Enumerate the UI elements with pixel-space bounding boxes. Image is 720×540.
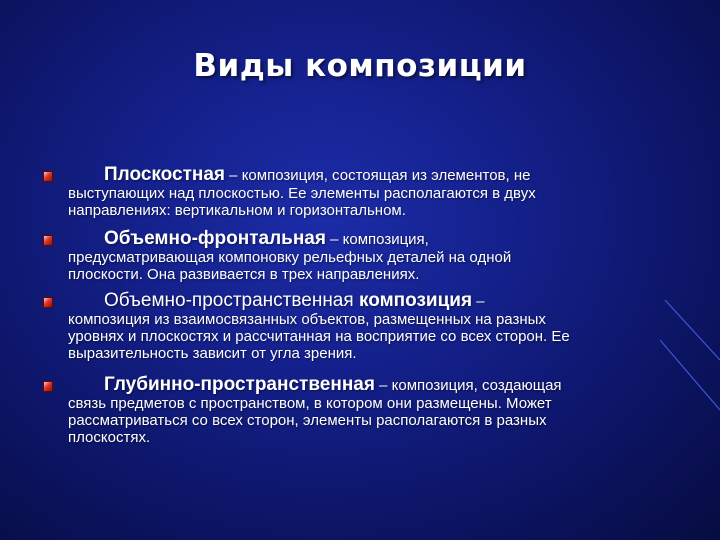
list-item [68, 376, 678, 446]
item-lead-rest: – [472, 293, 485, 310]
item-line: выразительность зависит от угла зрения. [68, 345, 357, 362]
list-item [68, 166, 678, 219]
item-term: композиция [358, 290, 473, 311]
item-term: Глубинно-пространственная [104, 374, 375, 395]
list-item [68, 230, 678, 283]
item-lead [68, 292, 678, 311]
bullet-icon [43, 235, 53, 246]
item-lead [68, 166, 678, 185]
list-item [68, 292, 678, 362]
item-line: рассматриваться со всех сторон, элементы располагаются в разных [68, 412, 547, 429]
item-line: предусматривающая компоновку рельефных деталей на одной [68, 249, 512, 266]
item-line: уровнях и плоскостях и рассчитанная на восприятие со всех сторон. Ее [68, 328, 570, 345]
item-term: Объемно-фронтальная [104, 228, 326, 249]
item-lead-rest: – композиция, создающая [374, 377, 562, 394]
item-line: связь предметов с пространством, в котором они размещены. Может [68, 395, 552, 412]
item-lead-rest: – композиция, состоящая из элементов, не [225, 167, 531, 184]
item-line: плоскости. Она развивается в трех направлениях. [68, 266, 420, 283]
bullet-icon [43, 381, 53, 392]
item-line: плоскостях. [68, 429, 151, 446]
item-term-prefix: Объемно-пространственная [104, 290, 359, 311]
item-lead [68, 230, 678, 249]
slide-title: Виды композиции [193, 48, 527, 84]
item-lead-rest: – композиция, [325, 231, 429, 248]
item-line: выступающих над плоскостью. Ее элементы располагаются в двух [68, 185, 536, 202]
bullet-icon [43, 297, 53, 308]
item-line: композиция из взаимосвязанных объектов, размещенных на разных [68, 311, 546, 328]
item-term: Плоскостная [104, 164, 226, 185]
item-line: направлениях: вертикальном и горизонтальном. [68, 202, 406, 219]
item-lead [68, 376, 678, 395]
bullet-icon [43, 171, 53, 182]
